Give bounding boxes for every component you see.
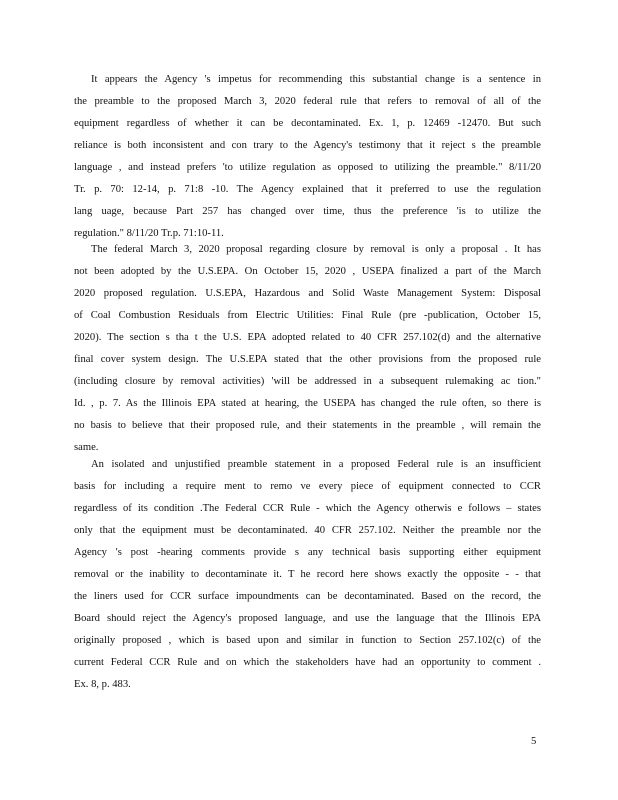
- paragraph-line: It appears the Agency 's impetus for recommending this substantial change is a sentence in: [91, 74, 541, 85]
- paragraph-line: Ex. 8, p. 483.: [74, 679, 131, 690]
- paragraph-line: basis for including a require ment to remo ve every piece of equipment connected to CCR: [74, 481, 541, 492]
- paragraph-line: same.: [74, 442, 99, 453]
- paragraph-line: the preamble to the proposed March 3, 2020 federal rule that refers to removal of all of the: [74, 96, 541, 107]
- paragraph-line: no basis to believe that their proposed rule, and their statements in the preamble , will remain the: [74, 420, 541, 431]
- paragraph-line: equipment regardless of whether it can be decontaminated. Ex. 1, p. 12469 -12470. But such: [74, 118, 541, 129]
- paragraph-line: Board should reject the Agency's proposed language, and use the language that the Illinois EPA: [74, 613, 541, 624]
- paragraph-line: The federal March 3, 2020 proposal regarding closure by removal is only a proposal . It has: [91, 244, 541, 255]
- paragraph-line: language , and instead prefers 'to utilize regulation as opposed to utilizing the preamble." 8/11/20: [74, 162, 541, 173]
- paragraph-line: not been adopted by the U.S.EPA. On October 15, 2020 , USEPA finalized a part of the March: [74, 266, 541, 277]
- paragraph-line: removal or the inability to decontaminate it. T he record here shows exactly the opposite - - that: [74, 569, 541, 580]
- paragraph-line: regardless of its condition .The Federal CCR Rule - which the Agency otherwis e follows – states: [74, 503, 541, 514]
- paragraph-line: current Federal CCR Rule and on which the stakeholders have had an opportunity to comment .: [74, 657, 541, 668]
- paragraph-line: An isolated and unjustified preamble statement in a proposed Federal rule is an insufficient: [91, 459, 541, 470]
- paragraph-line: reliance is both inconsistent and con trary to the Agency's testimony that it reject s the preamble: [74, 140, 541, 151]
- paragraph-line: final cover system design. The U.S.EPA stated that the other provisions from the proposed rule: [74, 354, 541, 365]
- paragraph-line: the liners used for CCR surface impoundments can be decontaminated. Based on the record, the: [74, 591, 541, 602]
- paragraph-line: only that the equipment must be decontaminated. 40 CFR 257.102. Neither the preamble nor the: [74, 525, 541, 536]
- paragraph-line: originally proposed , which is based upon and similar in function to Section 257.102(c) of the: [74, 635, 541, 646]
- paragraph-line: of Coal Combustion Residuals from Electric Utilities: Final Rule (pre -publication, October 15,: [74, 310, 541, 321]
- paragraph-line: 2020). The section s tha t the U.S. EPA adopted related to 40 CFR 257.102(d) and the alternative: [74, 332, 541, 343]
- paragraph-line: Tr. p. 70: 12-14, p. 71:8 -10. The Agency explained that it preferred to use the regulation: [74, 184, 541, 195]
- paragraph-line: lang uage, because Part 257 has changed over time, thus the preference 'is to utilize the: [74, 206, 541, 217]
- page-number: 5: [531, 736, 537, 747]
- paragraph-line: Id. , p. 7. As the Illinois EPA stated at hearing, the USEPA has changed the rule often, so there is: [74, 398, 541, 409]
- paragraph-line: 2020 proposed regulation. U.S.EPA, Hazardous and Solid Waste Management System: Disposal: [74, 288, 541, 299]
- paragraph-line: Agency 's post -hearing comments provide s any technical basis supporting either equipment: [74, 547, 541, 558]
- paragraph-line: (including closure by removal activities) 'will be addressed in a subsequent rulemaking ac tion.": [74, 376, 541, 387]
- paragraph-line: regulation." 8/11/20 Tr.p. 71:10-11.: [74, 228, 224, 239]
